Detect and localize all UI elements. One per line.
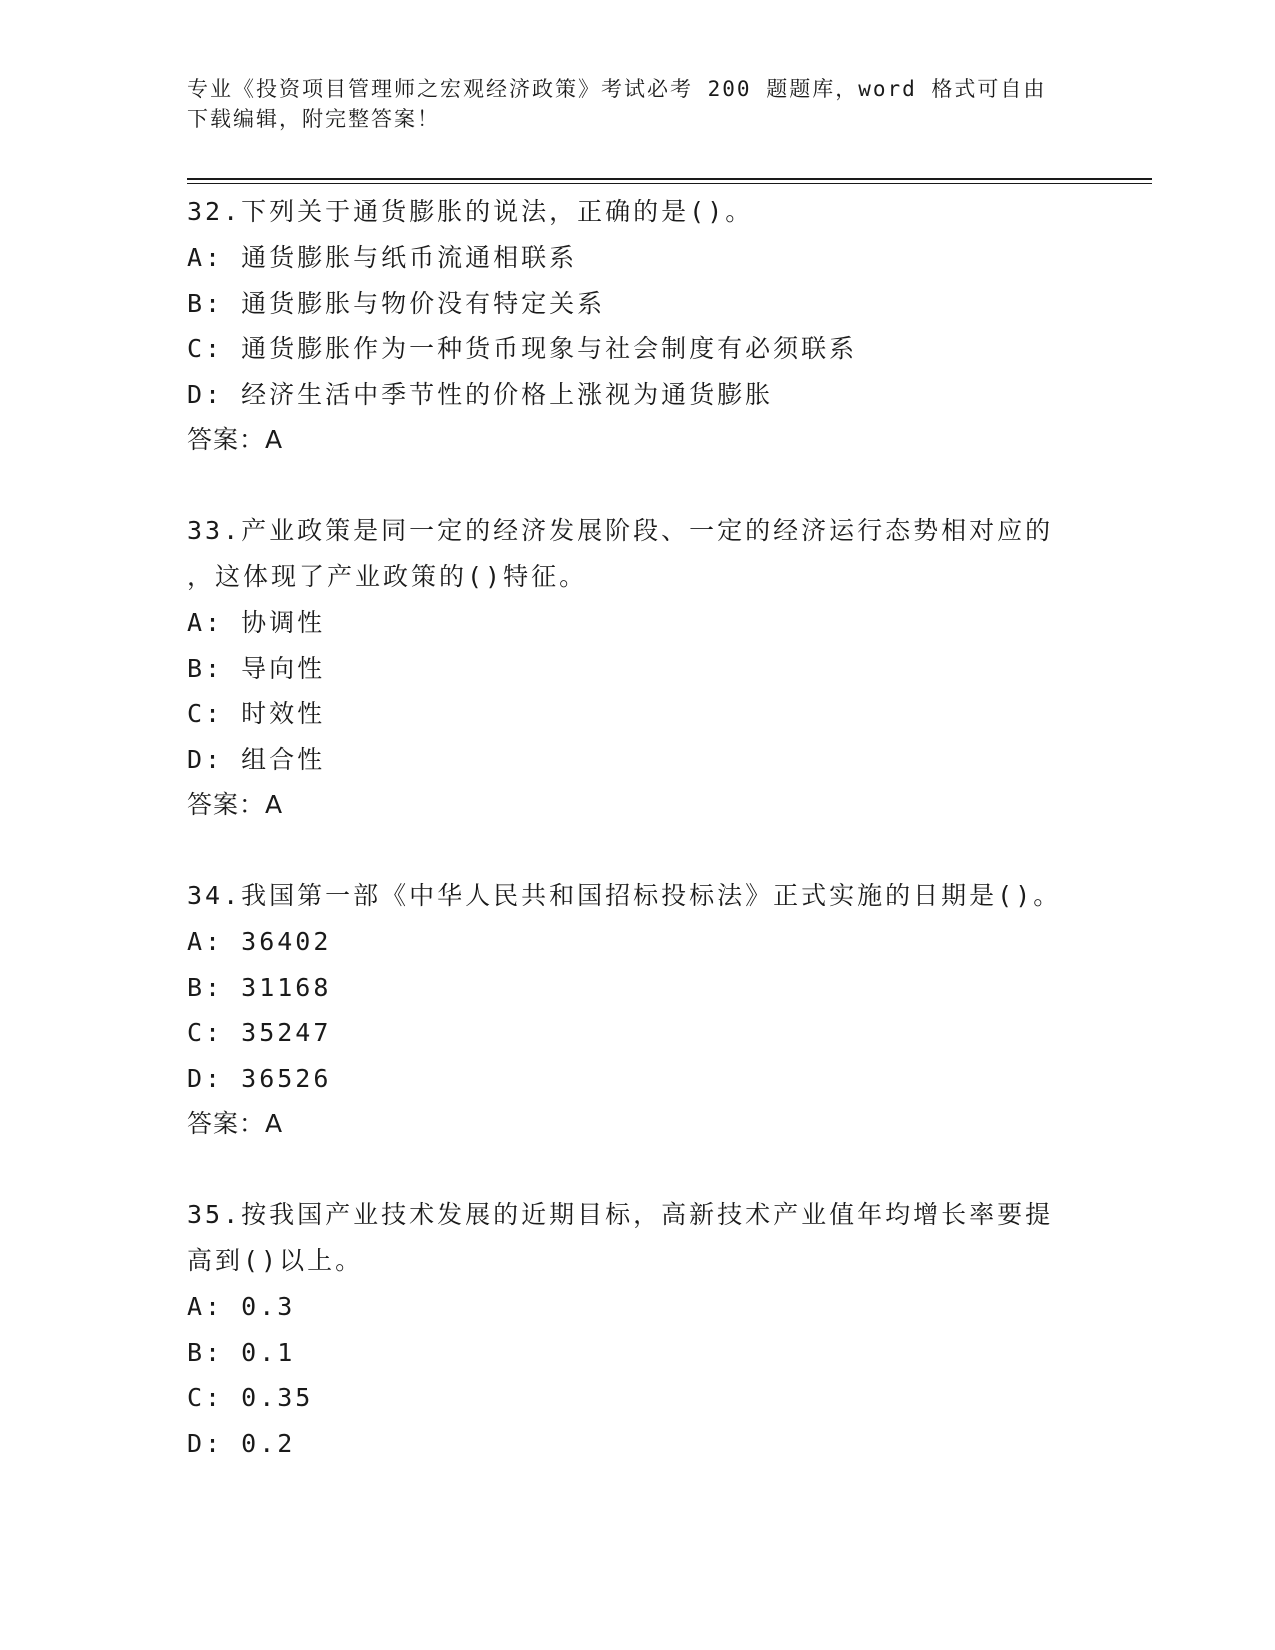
question-stem: 34.我国第一部《中华人民共和国招标投标法》正式实施的日期是()。 (187, 881, 1062, 910)
option-c: C: 通货膨胀作为一种货币现象与社会制度有必须联系 (187, 334, 858, 363)
question-spacer (187, 463, 1092, 508)
question-33 (187, 508, 1092, 828)
option-a: A: 0.3 (187, 1292, 296, 1321)
option-a: A: 通货膨胀与纸币流通相联系 (187, 243, 578, 272)
option-d: D: 组合性 (187, 744, 326, 774)
option-b: B: 通货膨胀与物价没有特定关系 (187, 288, 606, 318)
option-c: C: 35247 (187, 1018, 332, 1047)
question-32 (187, 189, 1092, 463)
document-header (187, 74, 1067, 134)
header-divider-thick (187, 178, 1152, 180)
option-b: B: 0.1 (187, 1337, 296, 1367)
answer-line: 答案：A (187, 425, 284, 454)
question-stem-line-2: 高到()以上。 (187, 1246, 364, 1275)
answer-line: 答案：A (187, 790, 284, 819)
question-stem-line-2: ，这体现了产业政策的()特征。 (187, 562, 588, 591)
question-34 (187, 873, 1092, 1147)
header-divider-thin (187, 183, 1152, 184)
option-a: A: 协调性 (187, 608, 326, 637)
question-list (187, 189, 1092, 1466)
question-stem-line-1: 35.按我国产业技术发展的近期目标，高新技术产业值年均增长率要提 (187, 1200, 1054, 1229)
option-a: A: 36402 (187, 927, 332, 956)
question-spacer (187, 828, 1092, 873)
question-stem: 32.下列关于通货膨胀的说法，正确的是()。 (187, 197, 754, 226)
question-stem-line-1: 33.产业政策是同一定的经济发展阶段、一定的经济运行态势相对应的 (187, 516, 1054, 545)
option-d: D: 0.2 (187, 1428, 296, 1458)
question-35 (187, 1192, 1092, 1466)
header-line-1: 专业《投资项目管理师之宏观经济政策》考试必考 200 题题库，word 格式可自由 (187, 77, 1047, 101)
question-spacer (187, 1147, 1092, 1192)
option-b: B: 导向性 (187, 653, 326, 683)
option-d: D: 经济生活中季节性的价格上涨视为通货膨胀 (187, 379, 774, 409)
answer-line: 答案：A (187, 1109, 284, 1138)
option-c: C: 0.35 (187, 1383, 314, 1412)
option-c: C: 时效性 (187, 699, 326, 728)
header-line-2: 下载编辑，附完整答案！ (187, 107, 440, 131)
option-b: B: 31168 (187, 972, 332, 1002)
option-d: D: 36526 (187, 1063, 332, 1093)
